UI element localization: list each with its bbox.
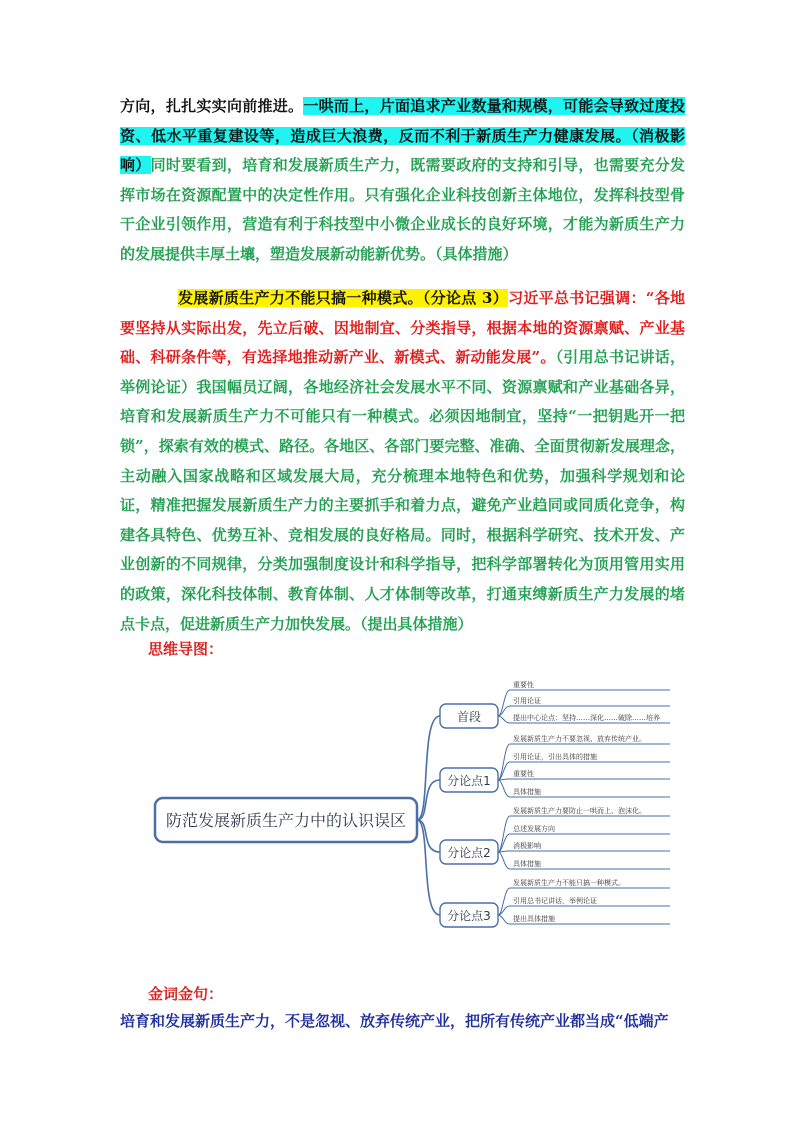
mindmap-leaf-connector: [498, 816, 510, 852]
mindmap-branch-label: 首段: [456, 710, 482, 724]
mindmap-branch-connector: [417, 820, 440, 852]
mindmap-branch-label: 分论点3: [447, 909, 491, 923]
mindmap-leaf-label: 发展新质生产力不要忽视、放弃传统产业。: [513, 735, 646, 743]
mindmap-central-label: 防范发展新质生产力中的认识误区: [165, 811, 407, 830]
mindmap-diagram: [150, 680, 670, 950]
paragraph-2-thesis: 发展新质生产力不能只搞一种模式。（分论点 3）: [178, 289, 509, 307]
golden-sentence: 培育和发展新质生产力，不是忽视、放弃传统产业，把所有传统产业都当成“低端产: [120, 1012, 669, 1030]
mindmap-branch-connector: [417, 780, 440, 820]
mindmap-leaf-label: 重要性: [513, 770, 534, 778]
mindmap-leaf-label: 引用论证: [513, 697, 541, 705]
mindmap-leaf-connector: [498, 888, 510, 915]
golden-heading: 金词金句：: [148, 985, 224, 1003]
mindmap-leaf-label: 重要性: [513, 681, 534, 689]
mindmap-branch-label: 分论点1: [447, 774, 491, 788]
mindmap-leaf-label: 发展新质生产力不能只搞一种模式。: [513, 879, 625, 887]
mindmap-leaf-label: 具体措施: [513, 788, 541, 796]
paragraph-2: [120, 284, 685, 639]
mindmap-branch-connector: [417, 820, 440, 915]
mindmap-leaf-label: 引用总书记讲话，举例论证: [513, 897, 597, 905]
mindmap-leaf-connector: [498, 780, 510, 797]
mindmap-leaf-label: 引用论证，引出具体的措施: [513, 753, 597, 761]
mindmap-leaf-label: 提出具体措施: [513, 915, 555, 923]
mindmap-leaf-connector: [498, 716, 510, 723]
mindmap-leaf-connector: [498, 852, 510, 869]
mindmap-leaf-label: 具体措施: [513, 860, 541, 868]
mindmap-leaf-connector: [498, 744, 510, 780]
paragraph-2-quote: 习近平总书记强调：“各地要坚持从实际出发，先立后破、因地制宜、分类指导，根据本地的资源禀赋、产业基础、科研条件等，有选择地推动新产业、新模式、新动能发展”。: [120, 289, 685, 367]
mindmap-leaf-connector: [498, 915, 510, 924]
paragraph-1-body: 同时要看到，培育和发展新质生产力，既需要政府的支持和引导，也需要充分发挥市场在资源配置中的决定性作用。只有强化企业科技创新主体地位，发挥科技型骨干企业引领作用，营造有利于科技型中小微企业成长的良好环境，才能为新质生产力的发展提供丰厚土壤，塑造发展新动能新优势。（具体措施）: [120, 156, 685, 263]
mindmap-heading: 思维导图：: [148, 640, 224, 658]
mindmap-leaf-label: 发展新质生产力要防止一哄而上、泡沫化。: [513, 807, 646, 815]
mindmap-leaf-label: 总述发展方向: [513, 825, 555, 833]
paragraph-1-lead: 方向，扎扎实实向前推进。: [120, 97, 304, 115]
mindmap-branch-label: 分论点2: [447, 846, 491, 860]
paragraph-2-body: （引用总书记讲话，举例论证）我国幅员辽阔，各地经济社会发展水平不同、资源禀赋和产业基础各异，培育和发展新质生产力不可能只有一种模式。必须因地制宜，坚持“一把钥匙开一把锁”，探索有效的模式、路径。各地区、各部门要完整、准确、全面贯彻新发展理念，主动融入国家战略和区域发展大局，充分梳理本地特色和优势，加强科学规划和论证，精准把握发展新质生产力的主要抓手和着力点，避免产业趋同或同质化竞争，构建各具特色、优势互补、竞相发展的良好格局。同时，根据科学研究、技术开发、产业创新的不同规律，分类加强制度设计和科学指导，把科学部署转化为顶用管用实用的政策，深化科技体制、教育体制、人才体制等改革，打通束缚新质生产力发展的堵点卡点，促进新质生产力加快发展。（提出具体措施）: [120, 348, 685, 633]
paragraph-1: [120, 92, 685, 270]
mindmap-leaf-label: 提出中心论点：坚持……深化……破除……培养: [513, 714, 660, 722]
mindmap-leaf-label: 消极影响: [513, 842, 541, 850]
paragraph-1-highlight: 一哄而上，片面追求产业数量和规模，可能会导致过度投资、低水平重复建设等，造成巨大浪费，反而不利于新质生产力健康发展。（消极影响）: [120, 97, 685, 175]
mindmap-leaf-connector: [498, 690, 510, 716]
mindmap-branch-connector: [417, 716, 440, 820]
